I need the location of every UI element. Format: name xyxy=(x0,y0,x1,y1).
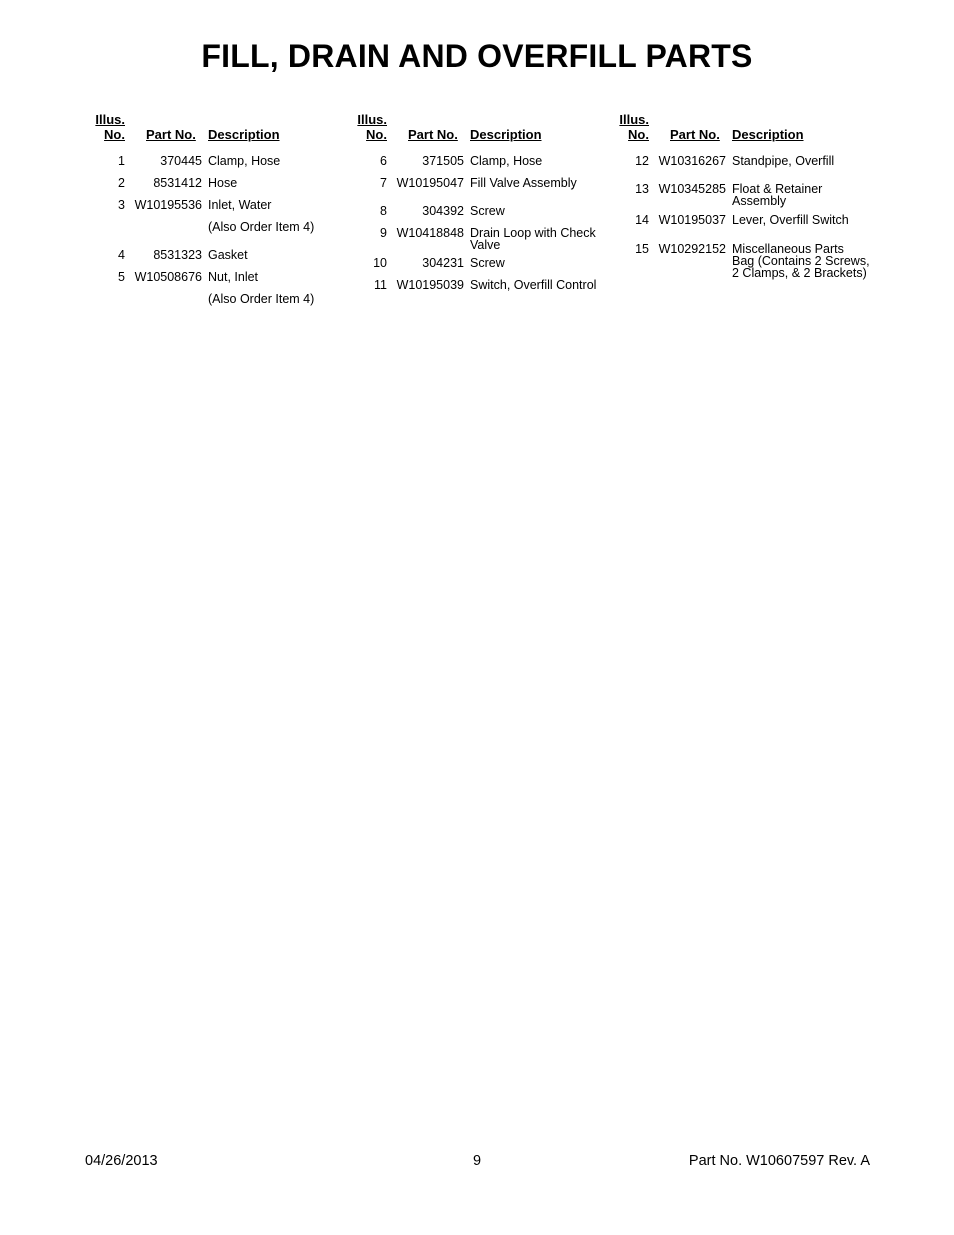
part-number: W10292152 xyxy=(658,242,726,256)
illus-number: 13 xyxy=(635,182,649,196)
illus-number: 9 xyxy=(380,226,387,240)
part-number: W10195536 xyxy=(134,198,202,212)
illus-no-header: Illus. No. xyxy=(357,112,387,142)
illus-no-header: Illus. No. xyxy=(95,112,125,142)
illus-number: 10 xyxy=(373,256,387,270)
part-note: (Also Order Item 4) xyxy=(208,220,315,234)
page-title: FILL, DRAIN AND OVERFILL PARTS xyxy=(201,38,753,74)
part-number: W10316267 xyxy=(658,154,726,168)
part-no-header: Part No. xyxy=(146,127,196,142)
column-header xyxy=(355,112,635,148)
illus-number: 5 xyxy=(118,270,125,284)
part-description: Hose xyxy=(208,176,238,190)
illus-number: 12 xyxy=(635,154,649,168)
part-number: W10195047 xyxy=(396,176,464,190)
part-description: Screw xyxy=(470,204,505,218)
footer-date: 04/26/2013 xyxy=(85,1153,158,1169)
description-header: Description xyxy=(732,127,804,142)
part-number: W10418848 xyxy=(396,226,464,240)
parts-column-3 xyxy=(617,112,897,280)
part-description: Lever, Overfill Switch xyxy=(732,213,849,227)
part-number: 371505 xyxy=(422,154,464,168)
illus-number: 8 xyxy=(380,204,387,218)
column-header xyxy=(617,112,897,148)
part-number: 370445 xyxy=(160,154,202,168)
illus-number: 6 xyxy=(380,154,387,168)
illus-number: 15 xyxy=(635,242,649,256)
illus-number: 14 xyxy=(635,213,649,227)
parts-column-1 xyxy=(93,112,373,306)
part-description: Gasket xyxy=(208,248,248,262)
part-description: Screw xyxy=(470,256,505,270)
part-description: Clamp, Hose xyxy=(470,154,543,168)
description-header: Description xyxy=(470,127,542,142)
part-number: 8531412 xyxy=(153,176,202,190)
description-header: Description xyxy=(208,127,280,142)
part-number: W10508676 xyxy=(134,270,202,284)
illus-number: 4 xyxy=(118,248,125,262)
part-description: Switch, Overfill Control xyxy=(470,278,597,292)
parts-column-2 xyxy=(355,112,635,292)
illus-number: 3 xyxy=(118,198,125,212)
column-header xyxy=(93,112,373,148)
part-description: Inlet, Water xyxy=(208,198,272,212)
part-note: (Also Order Item 4) xyxy=(208,292,315,306)
part-description: Drain Loop with Check Valve xyxy=(470,226,596,252)
part-number: W10345285 xyxy=(658,182,726,196)
part-number: W10195039 xyxy=(396,278,464,292)
part-no-header: Part No. xyxy=(408,127,458,142)
illus-number: 1 xyxy=(118,154,125,168)
part-description: Standpipe, Overfill xyxy=(732,154,835,168)
part-number: 304231 xyxy=(422,256,464,270)
part-no-header: Part No. xyxy=(670,127,720,142)
part-description: Nut, Inlet xyxy=(208,270,259,284)
part-number: 304392 xyxy=(422,204,464,218)
part-number: W10195037 xyxy=(658,213,726,227)
illus-no-header: Illus. No. xyxy=(619,112,649,142)
part-number: 8531323 xyxy=(153,248,202,262)
part-description: Fill Valve Assembly xyxy=(470,176,577,190)
illus-number: 7 xyxy=(380,176,387,190)
part-description: Float & Retainer Assembly xyxy=(732,182,823,208)
part-description: Clamp, Hose xyxy=(208,154,281,168)
footer-part-number: Part No. W10607597 Rev. A xyxy=(688,1153,870,1169)
illus-number: 2 xyxy=(118,176,125,190)
part-description: Miscellaneous Parts Bag (Contains 2 Screws, 2 Clamps, & 2 Brackets) xyxy=(732,242,870,280)
illus-number: 11 xyxy=(374,278,387,292)
footer-page-number: 9 xyxy=(472,1153,482,1169)
